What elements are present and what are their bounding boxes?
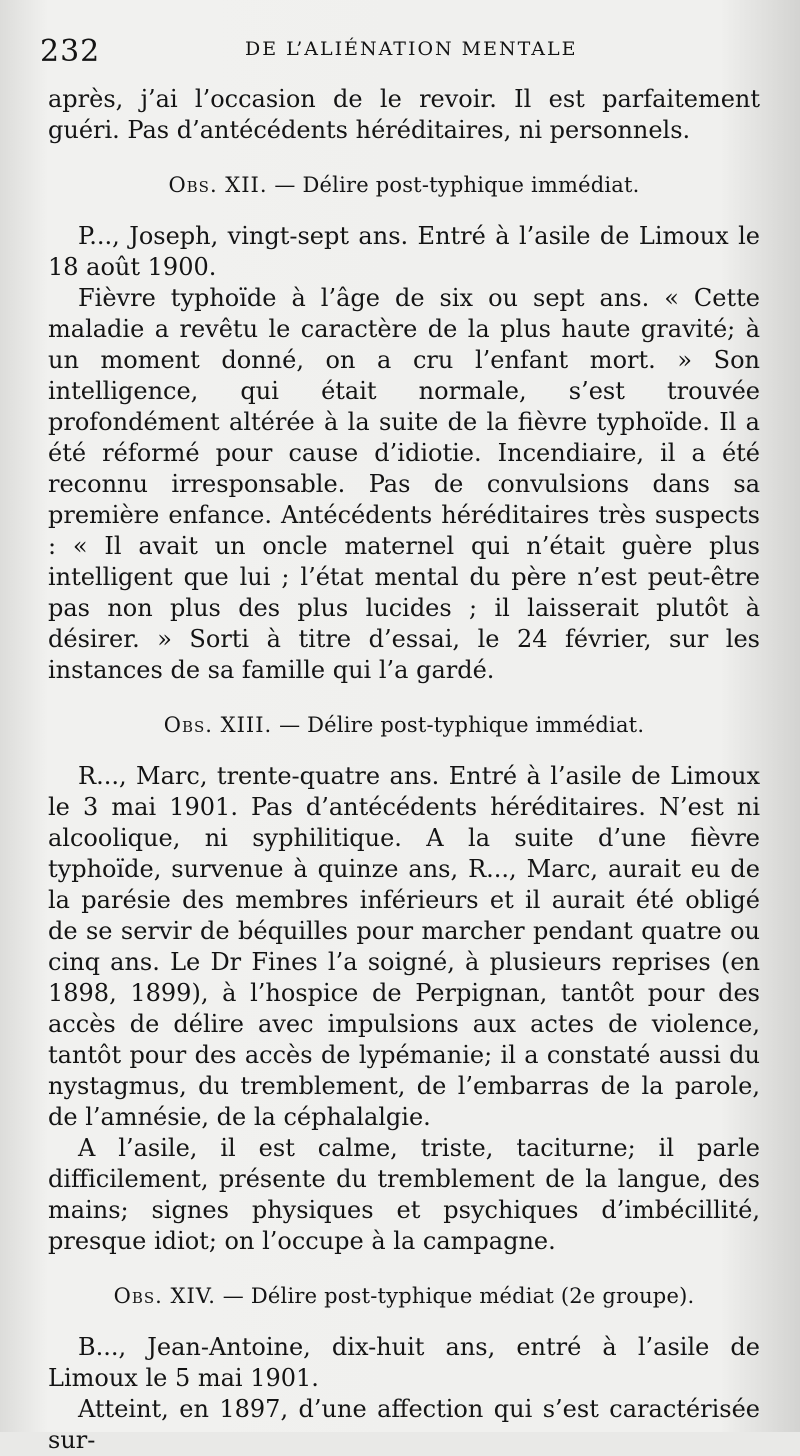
page-number: 232	[40, 34, 101, 69]
obs-13-paragraph-1: R..., Marc, trente-quatre ans. Entré à l’asile de Limoux le 3 mai 1901. Pas d’antécédents héréditaires. N’est ni alcoolique, ni syphilitique. A la suite d’une fièvre typhoïde, survenue à quinze ans, R..., Marc, aurait eu de la parésie des membres inférieurs et il aurait été obligé de se servir de béquilles pour marcher pendant quatre ou cinq ans. Le Dr Fines l’a soigné, à plusieurs reprises (en 1898, 1899), à l’hospice de Perpignan, tantôt pour des accès de délire avec impulsions aux actes de violence, tantôt pour des accès de lypémanie; il a constaté aussi du nystagmus, du tremblement, de l’embarras de la parole, de l’amnésie, de la céphalalgie.	[48, 762, 760, 1131]
obs-14-label: Obs. XIV.	[113, 1284, 216, 1308]
obs-14-paragraph-2: Atteint, en 1897, d’une affection qui s’est caractérisée sur-	[48, 1395, 760, 1454]
obs-14-paragraph-1: B..., Jean-Antoine, dix-huit ans, entré à l’asile de Limoux le 5 mai 1901.	[48, 1333, 760, 1392]
obs-12-heading	[48, 170, 760, 201]
obs-12-title: — Délire post-typhique immédiat.	[267, 173, 640, 197]
running-title: DE L’ALIÉNATION MENTALE	[245, 38, 578, 60]
obs-13-paragraph-2: A l’asile, il est calme, triste, taciturne; il parle difficilement, présente du tremblement de la langue, des mains; signes physiques et psychiques d’imbécillité, presque idiot; on l’occupe à la campagne.	[48, 1134, 760, 1255]
obs-12-label: Obs. XII.	[168, 173, 268, 197]
page-header	[40, 34, 760, 68]
obs-13-label: Obs. XIII.	[163, 713, 273, 737]
obs-13-heading	[48, 710, 760, 741]
body-text	[48, 84, 760, 1456]
obs-12-paragraph-2: Fièvre typhoïde à l’âge de six ou sept ans. « Cette maladie a revêtu le caractère de la plus haute gravité; à un moment donné, on a cru l’enfant mort. » Son intelligence, qui était normale, s’est trouvée profondément altérée à la suite de la fièvre typhoïde. Il a été réformé pour cause d’idiotie. Incendiaire, il a été reconnu irresponsable. Pas de convulsions dans sa première enfance. Antécédents héréditaires très suspects : « Il avait un oncle maternel qui n’était guère plus intelligent que lui ; l’état mental du père n’est peut-être pas non plus des plus lucides ; il laisserait plutôt à désirer. » Sorti à titre d’essai, le 24 février, sur les instances de sa famille qui l’a gardé.	[48, 284, 760, 684]
obs-12-paragraph-1: P..., Joseph, vingt-sept ans. Entré à l’asile de Limoux le 18 août 1900.	[48, 222, 760, 281]
obs-13-title: — Délire post-typhique immédiat.	[272, 713, 645, 737]
obs-14-heading	[48, 1281, 760, 1312]
paragraph-continuation: après, j’ai l’occasion de le revoir. Il est parfaitement guéri. Pas d’antécédents héréditaires, ni personnels.	[48, 85, 760, 144]
obs-14-title: — Délire post-typhique médiat (2e groupe).	[215, 1284, 695, 1308]
